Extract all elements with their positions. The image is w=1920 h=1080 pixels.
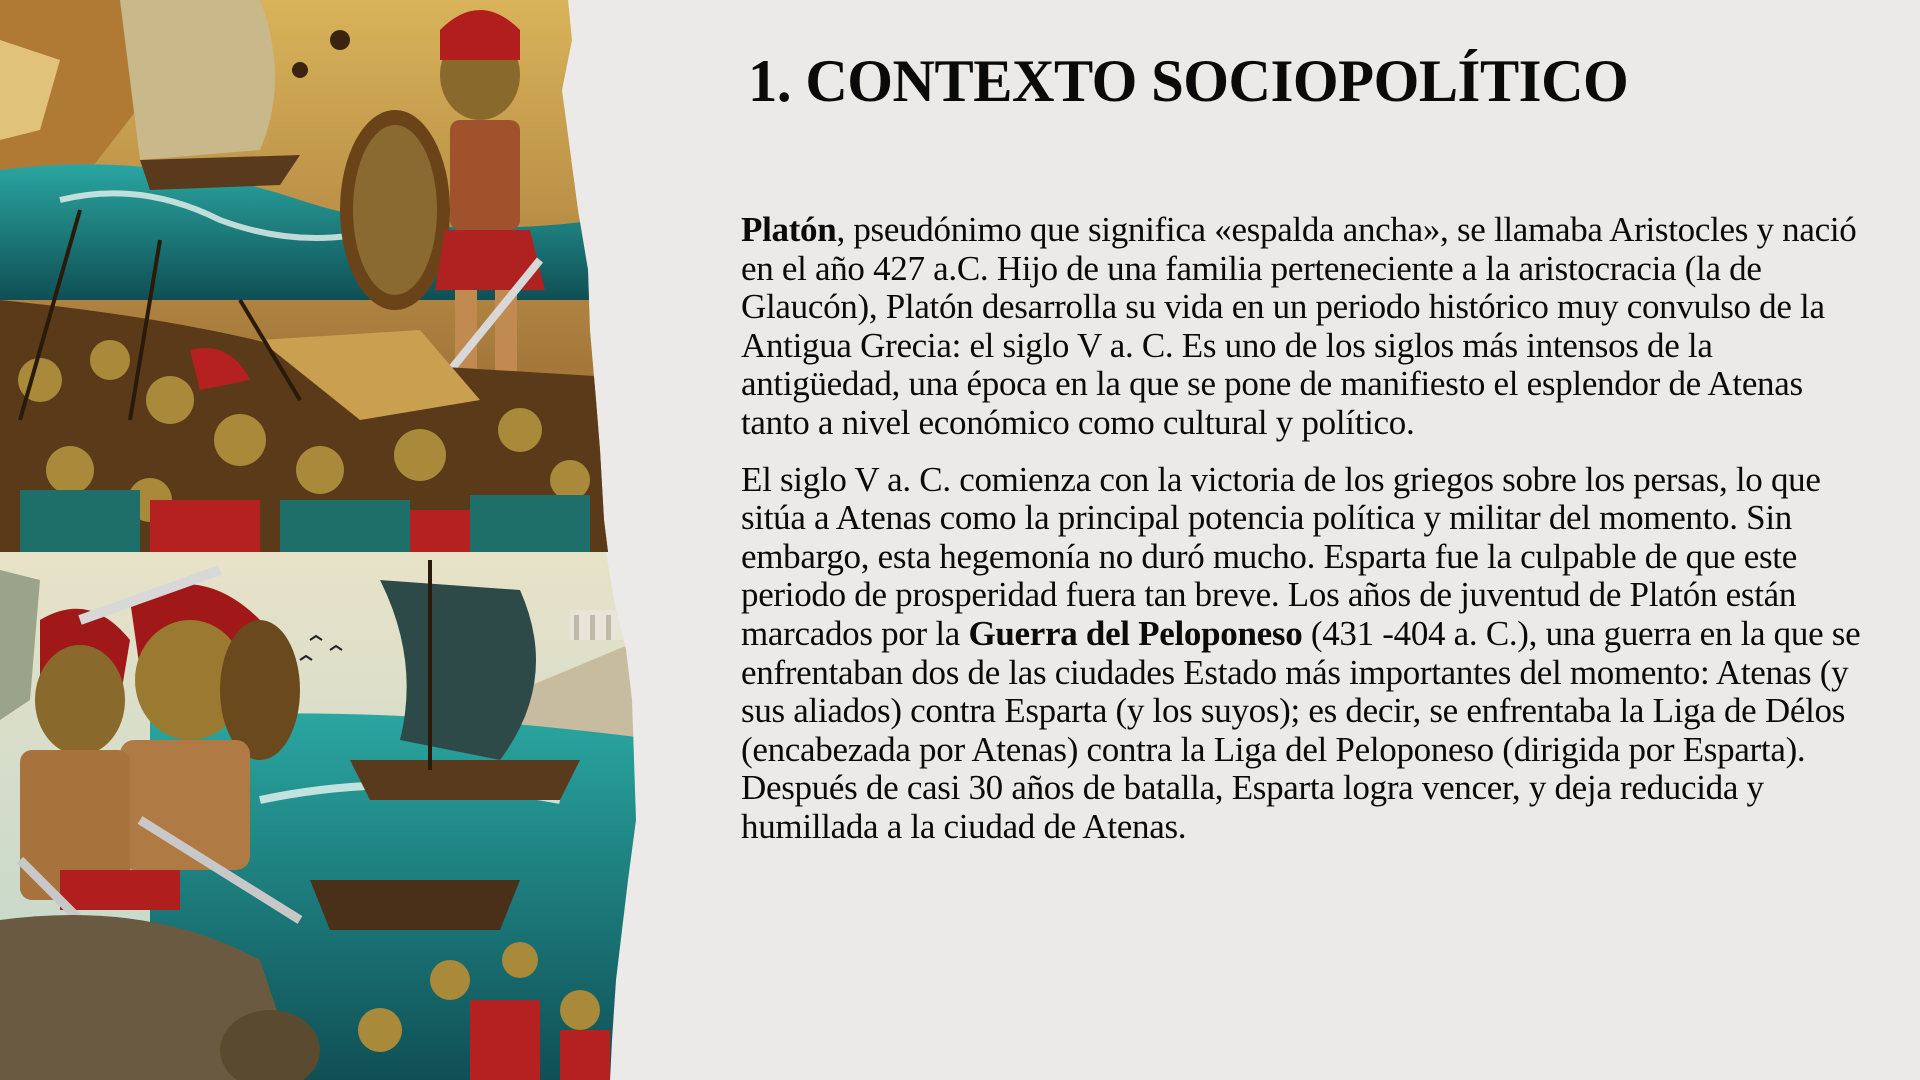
battle-illustration bbox=[0, 0, 660, 1080]
paragraph-plato-biography bbox=[741, 211, 1861, 443]
slide-title: 1. CONTEXTO SOCIOPOLÍTICO bbox=[748, 48, 1629, 114]
bold-term-guerra-del-peloponeso: Guerra del Peloponeso bbox=[968, 613, 1303, 653]
bottom-illustration-panel bbox=[0, 552, 660, 1080]
paragraph-peloponnesian-war bbox=[741, 461, 1861, 847]
paragraph-text: (431 -404 a. C.), una guerra en la que se enfrentaban dos de las ciudades Estado más importantes del momento: Atenas (y sus aliados) contra Esparta (y los suyos); es decir, se enfrentaba la Liga de Délos (encabezada por Atenas) contra la Liga del Peloponeso (dirigida por Esparta). Después de casi 30 años de batalla, Esparta logra vencer, y deja reducida y humillada a la ciudad de Atenas. bbox=[741, 613, 1861, 846]
top-illustration-panel bbox=[0, 0, 660, 552]
paragraph-text: El siglo V a. C. comienza con la victoria de los griegos sobre los persas, lo que sitúa a Atenas como la principal potencia política y militar del momento. Sin embargo, esta hegemonía no duró mucho. Esparta fue la culpable de que este periodo de prosperidad fuera tan breve. Los años de juventud de Platón están marcados por la bbox=[741, 459, 1821, 653]
bold-term-platon: Platón bbox=[741, 210, 837, 249]
slide-content bbox=[741, 45, 1861, 847]
paragraph-text: , pseudónimo que significa «espalda ancha», se llamaba Aristocles y nació en el año 427 a.C. Hijo de una familia perteneciente a la aristocracia (la de Glaucón), Platón desarrolla su vida en un periodo histórico muy convulso de la Antigua Grecia: el siglo V a. C. Es uno de los siglos más intensos de la antigüedad, una época en la que se pone de manifiesto el esplendor de Atenas tanto a nivel económico como cultural y político. bbox=[741, 210, 1857, 442]
